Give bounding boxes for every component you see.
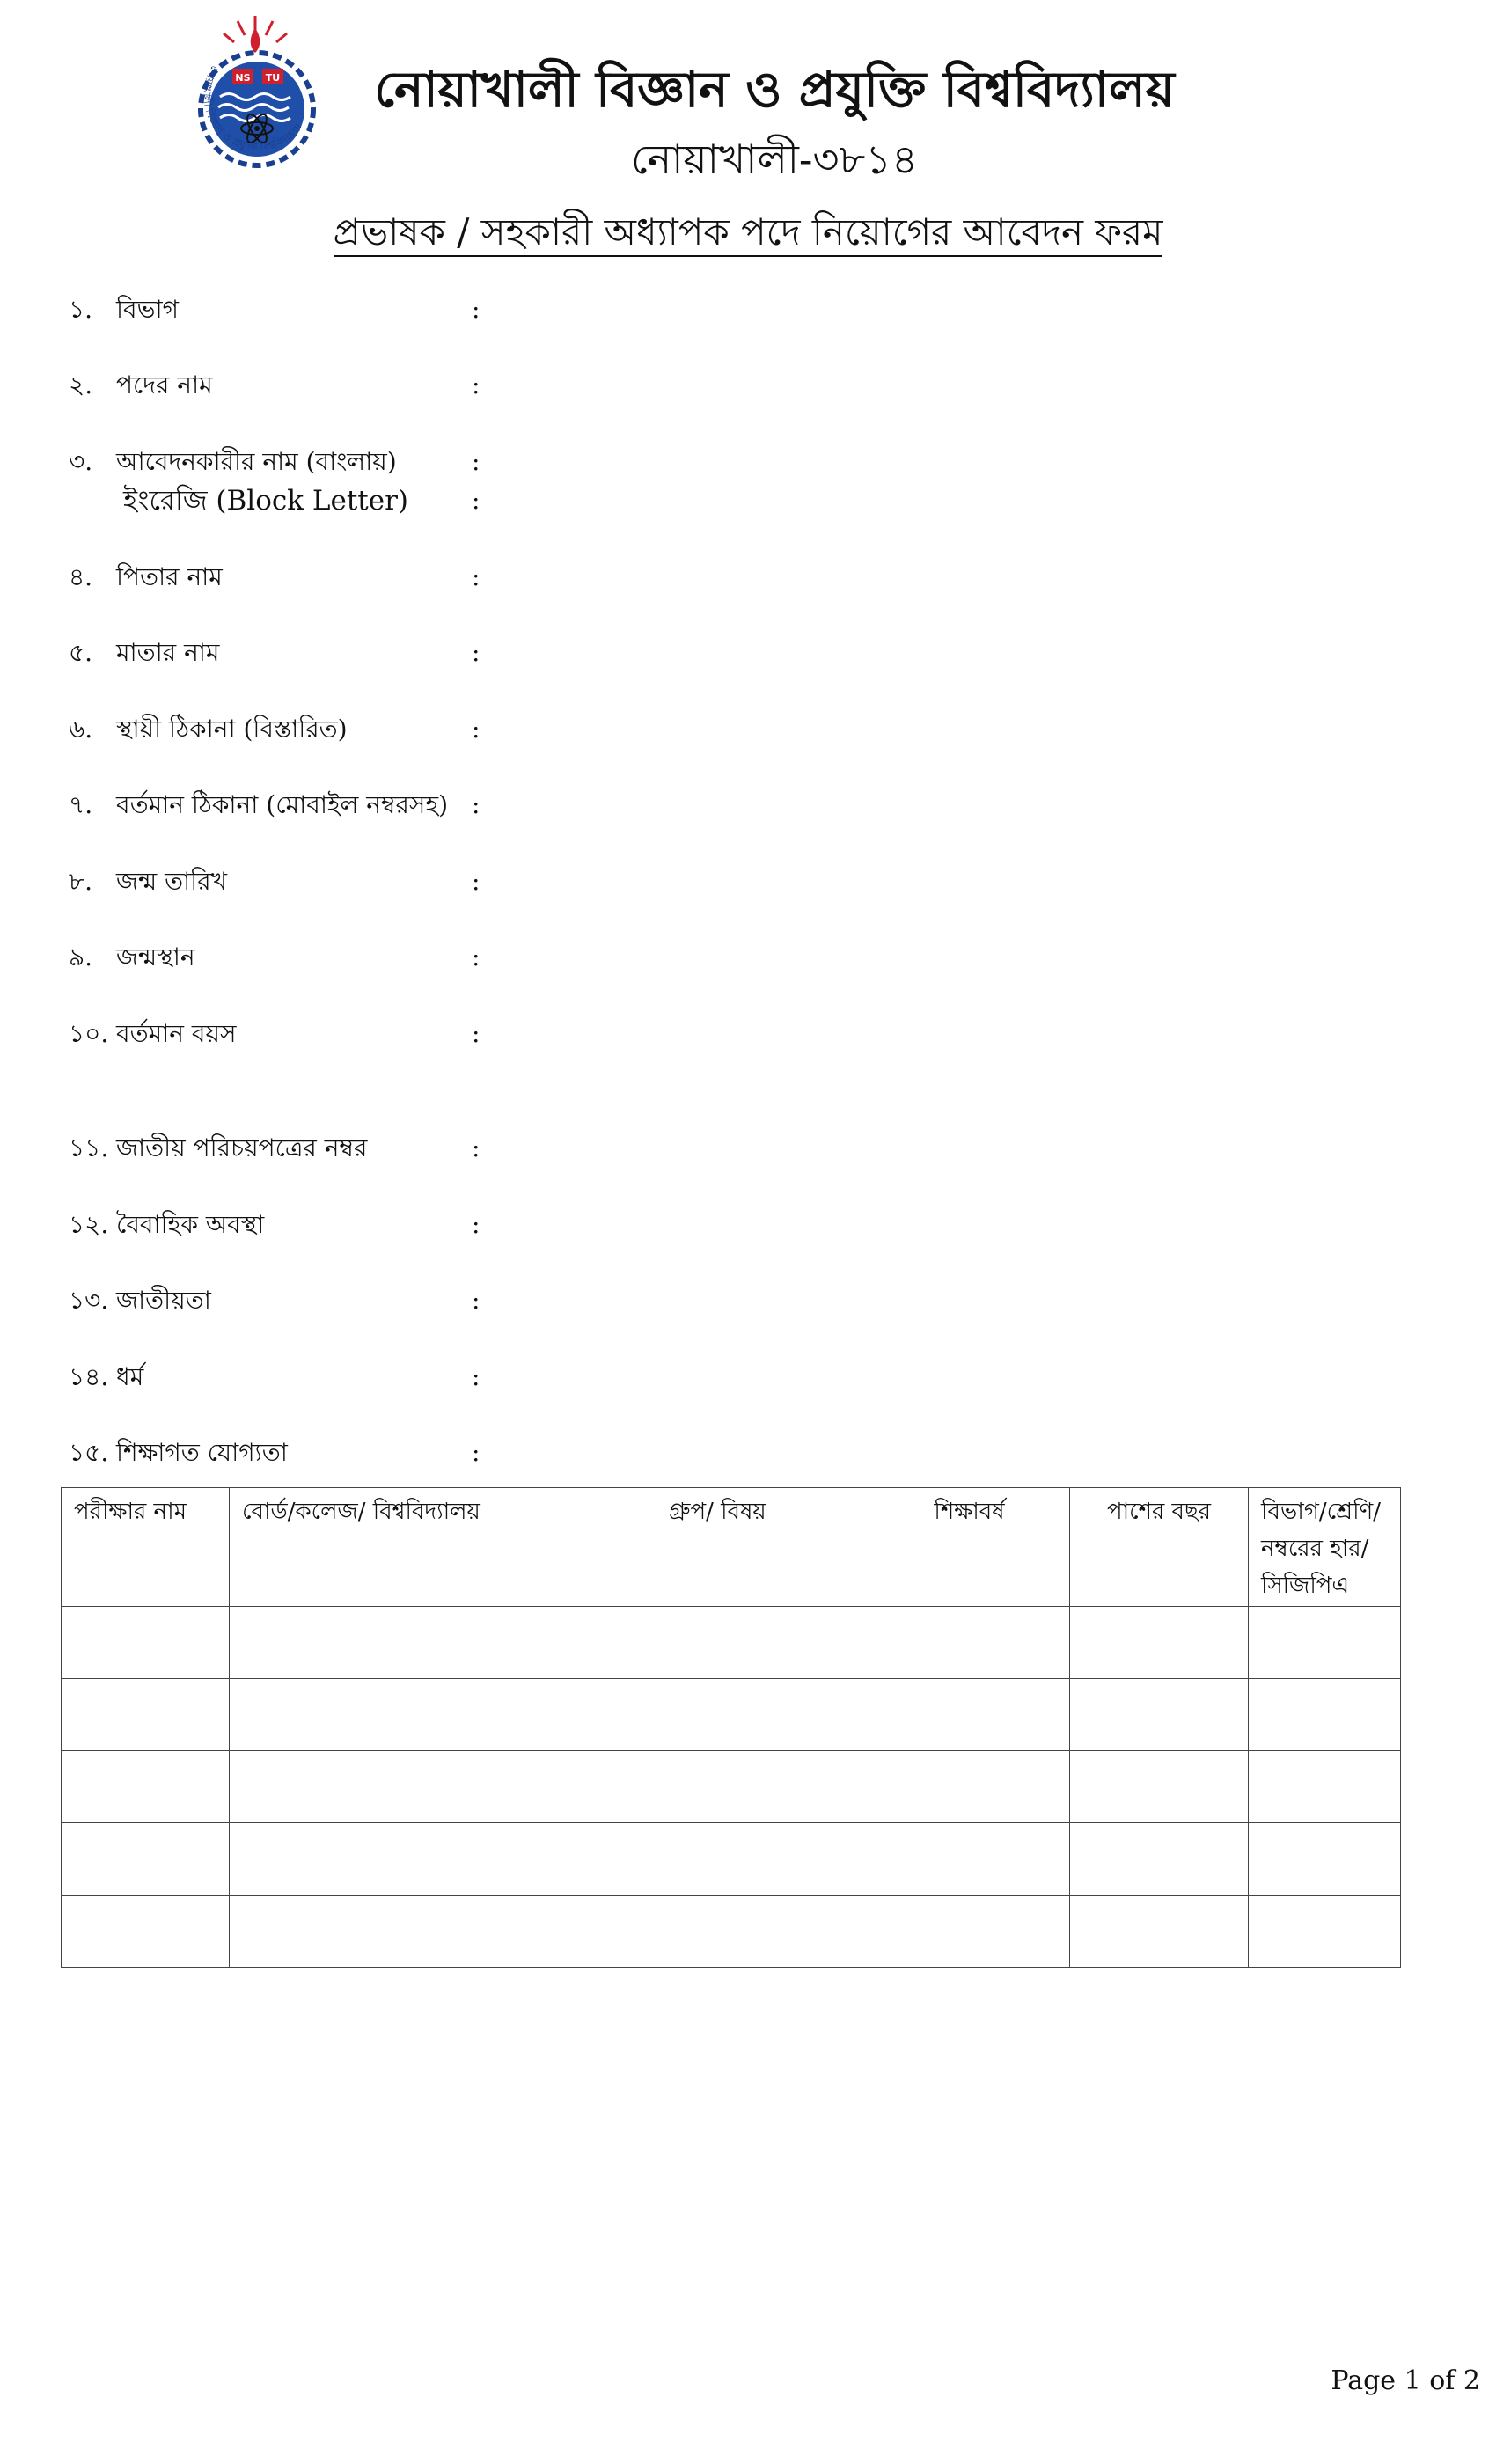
field-number: ১.	[69, 295, 93, 324]
field-mother-name[interactable]	[0, 635, 1496, 671]
table-cell[interactable]	[869, 1679, 1070, 1751]
table-cell[interactable]	[1070, 1823, 1249, 1896]
field-label: বিভাগ	[116, 295, 179, 324]
table-cell[interactable]	[1070, 1751, 1249, 1823]
field-colon: :	[472, 1362, 480, 1391]
field-number: ৩.	[69, 447, 93, 476]
field-nationality[interactable]	[0, 1283, 1496, 1318]
table-cell[interactable]	[1070, 1896, 1249, 1968]
education-table	[61, 1487, 1401, 1968]
form-title	[273, 211, 1223, 253]
field-educational-qualification[interactable]	[0, 1435, 1496, 1470]
field-colon: :	[472, 562, 480, 591]
field-colon: :	[472, 295, 480, 324]
university-name: নোয়াখালী বিজ্ঞান ও প্রযুক্তি বিশ্ববিদ্যালয়	[374, 61, 1175, 119]
table-cell[interactable]	[230, 1823, 656, 1896]
table-row	[62, 1679, 1401, 1751]
field-colon: :	[472, 447, 480, 476]
field-number: ৬.	[69, 715, 93, 744]
table-row	[62, 1751, 1401, 1823]
field-colon: :	[472, 1133, 480, 1162]
field-date-of-birth[interactable]	[0, 864, 1496, 899]
field-number: ৯.	[69, 942, 93, 972]
table-cell[interactable]	[62, 1607, 230, 1679]
table-cell[interactable]	[230, 1607, 656, 1679]
table-cell[interactable]	[869, 1896, 1070, 1968]
logo-tu-text: TU	[265, 72, 281, 84]
field-label: বর্তমান বয়স	[116, 1019, 237, 1048]
table-cell[interactable]	[1249, 1896, 1401, 1968]
table-header-row	[62, 1488, 1401, 1607]
field-number: ৮.	[69, 867, 93, 896]
field-colon: :	[472, 942, 480, 972]
field-label: বর্তমান ঠিকানা (মোবাইল নম্বরসহ)	[116, 790, 449, 819]
table-cell[interactable]	[869, 1607, 1070, 1679]
table-cell[interactable]	[1070, 1607, 1249, 1679]
field-number: ৫.	[69, 638, 93, 667]
form-title-text: প্রভাষক / সহকারী অধ্যাপক পদে নিয়োগের আবেদন ফরম	[334, 210, 1163, 257]
table-cell[interactable]	[230, 1679, 656, 1751]
field-label: জাতীয়তা	[116, 1286, 211, 1315]
table-cell[interactable]	[869, 1823, 1070, 1896]
field-colon: :	[472, 715, 480, 744]
field-colon: :	[472, 1438, 480, 1467]
field-birthplace[interactable]	[0, 940, 1496, 975]
table-row	[62, 1896, 1401, 1968]
field-marital-status[interactable]	[0, 1207, 1496, 1243]
header-academic-year: শিক্ষাবর্ষ	[869, 1488, 1070, 1607]
field-colon: :	[472, 790, 480, 819]
field-number: ১১.	[69, 1133, 109, 1162]
field-number: ৭.	[69, 790, 93, 819]
field-present-address[interactable]	[0, 788, 1496, 823]
field-permanent-address[interactable]	[0, 712, 1496, 747]
field-number: ৪.	[69, 562, 93, 591]
field-number: ১৫.	[69, 1438, 109, 1467]
field-department[interactable]	[0, 292, 1496, 327]
logo-ns-text: NS	[235, 72, 251, 84]
field-colon: :	[472, 867, 480, 896]
field-sub-label: ইংরেজি (Block Letter)	[123, 485, 408, 517]
field-religion[interactable]	[0, 1360, 1496, 1395]
field-number: ১০.	[69, 1019, 109, 1048]
field-colon: :	[472, 1019, 480, 1048]
field-number: ১২.	[69, 1210, 109, 1239]
table-cell[interactable]	[656, 1823, 869, 1896]
field-father-name[interactable]	[0, 560, 1496, 595]
university-city: নোয়াখালী-৩৮১৪	[631, 136, 918, 183]
table-cell[interactable]	[656, 1679, 869, 1751]
flame-icon	[251, 28, 260, 53]
field-label: পিতার নাম	[116, 562, 223, 591]
field-number: ১৩.	[69, 1286, 109, 1315]
field-post-name[interactable]	[0, 368, 1496, 403]
header-passing-year: পাশের বছর	[1070, 1488, 1249, 1607]
field-label: জন্মস্থান	[116, 942, 195, 972]
table-cell[interactable]	[656, 1751, 869, 1823]
table-cell[interactable]	[1249, 1679, 1401, 1751]
atom-nucleus	[254, 126, 260, 131]
field-number: ২.	[69, 370, 93, 400]
university-logo	[195, 12, 327, 188]
table-cell[interactable]	[1249, 1823, 1401, 1896]
page-number: Page 1 of 2	[1331, 2365, 1480, 2396]
field-number: ১৪.	[69, 1362, 109, 1391]
field-label: জন্ম তারিখ	[116, 867, 228, 896]
table-cell[interactable]	[869, 1751, 1070, 1823]
table-cell[interactable]	[62, 1679, 230, 1751]
field-colon: :	[472, 1286, 480, 1315]
table-cell[interactable]	[1249, 1751, 1401, 1823]
field-colon: :	[472, 486, 480, 515]
field-label: আবেদনকারীর নাম (বাংলায়)	[116, 447, 397, 476]
table-cell[interactable]	[656, 1607, 869, 1679]
field-label: জাতীয় পরিচয়পত্রের নম্বর	[116, 1133, 368, 1162]
table-cell[interactable]	[62, 1823, 230, 1896]
table-cell[interactable]	[62, 1751, 230, 1823]
field-label: স্থায়ী ঠিকানা (বিস্তারিত)	[116, 715, 348, 744]
header-exam-name: পরীক্ষার নাম	[62, 1488, 230, 1607]
table-cell[interactable]	[62, 1896, 230, 1968]
table-cell[interactable]	[1070, 1679, 1249, 1751]
table-row	[62, 1607, 1401, 1679]
field-applicant-name-bangla[interactable]	[0, 444, 1496, 480]
field-colon: :	[472, 370, 480, 400]
field-colon: :	[472, 638, 480, 667]
field-label: বৈবাহিক অবস্থা	[116, 1210, 265, 1239]
field-label: শিক্ষাগত যোগ্যতা	[116, 1438, 288, 1467]
field-label: পদের নাম	[116, 370, 213, 400]
table-cell[interactable]	[656, 1896, 869, 1968]
table-cell[interactable]	[230, 1896, 656, 1968]
table-cell[interactable]	[230, 1751, 656, 1823]
header-board-college-university: বোর্ড/কলেজ/ বিশ্ববিদ্যালয়	[230, 1488, 656, 1607]
header-division-grade: বিভাগ/শ্রেণি/ নম্বরের হার/ সিজিপিএ	[1249, 1488, 1401, 1607]
field-applicant-name-english[interactable]	[0, 483, 1496, 518]
header-group-subject: গ্রুপ/ বিষয়	[656, 1488, 869, 1607]
table-row	[62, 1823, 1401, 1896]
field-label: মাতার নাম	[116, 638, 220, 667]
field-label: ধর্ম	[116, 1362, 144, 1391]
field-colon: :	[472, 1210, 480, 1239]
field-nid-number[interactable]	[0, 1131, 1496, 1166]
logo-ring-text: নোয়াখালী বিজ্ঞান ও প্রযুক্তি বিশ্ববিদ্যালয়	[200, 63, 305, 154]
table-cell[interactable]	[1249, 1607, 1401, 1679]
field-current-age[interactable]	[0, 1016, 1496, 1052]
